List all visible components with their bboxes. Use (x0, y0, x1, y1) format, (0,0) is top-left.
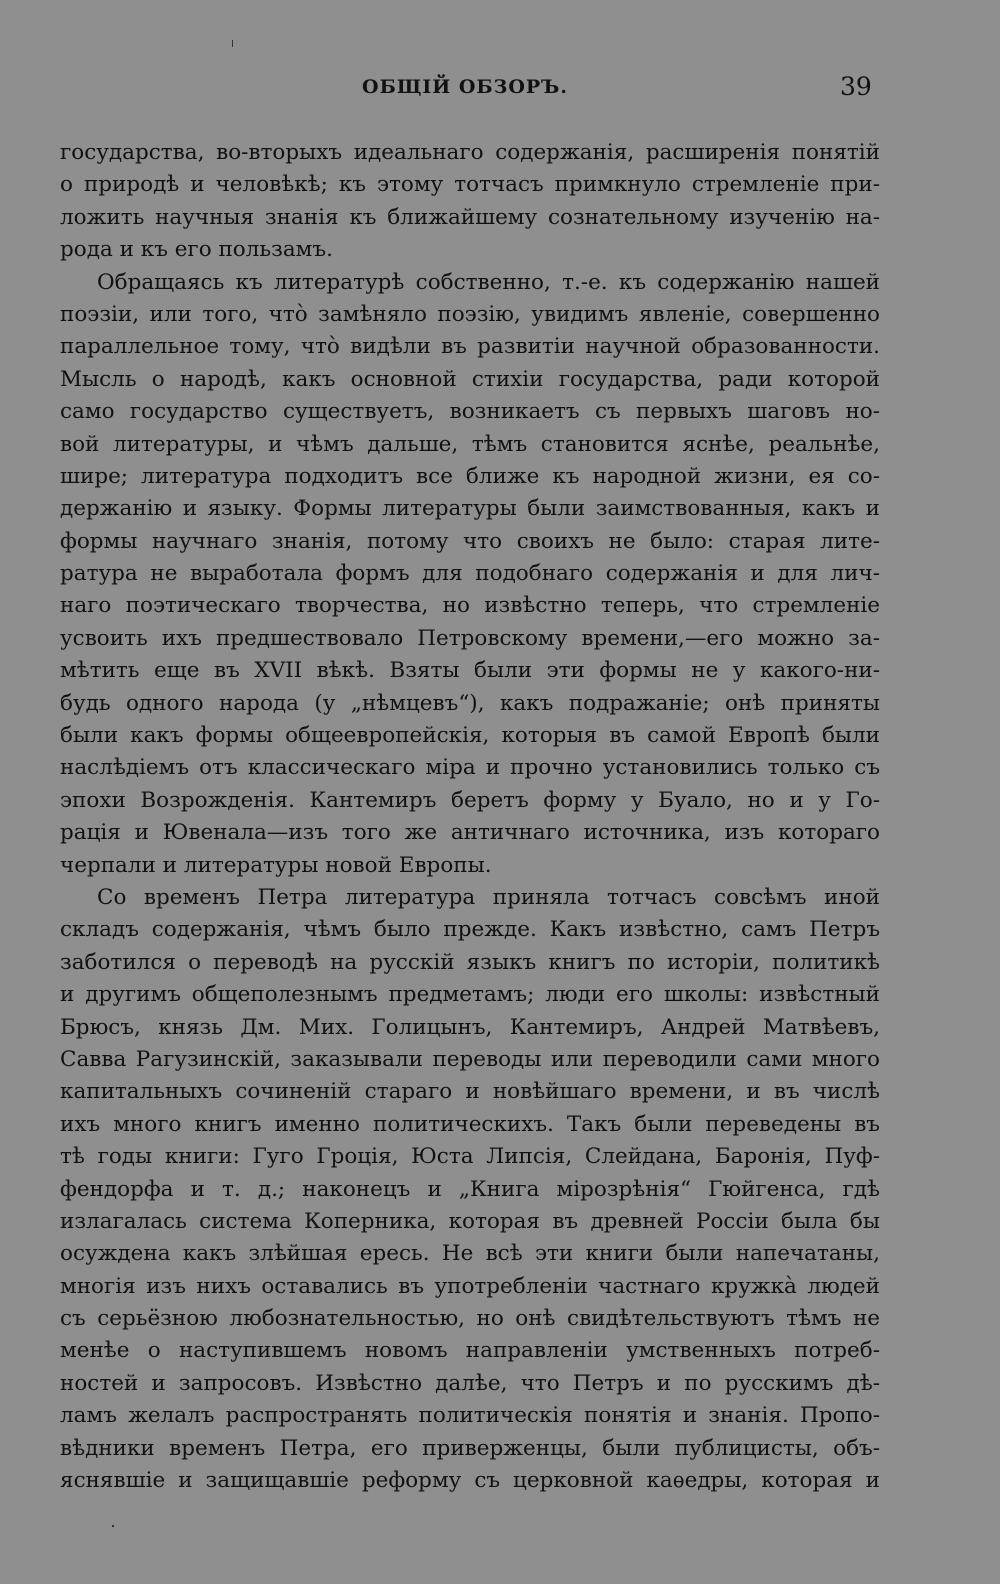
text-line: наслѣдіемъ отъ классическаго міра и прочно установились только съ (60, 755, 880, 781)
text-line: тѣ годы книги: Гуго Гроція, Юста Липсія, Слейдана, Баронія, Пуф- (60, 1144, 880, 1170)
text-line: ностей и запросовъ. Извѣстно далѣе, что Петръ и по русскимъ дѣ- (60, 1370, 880, 1396)
text-line: усвоить ихъ предшествовало Петровскому времени,—его можно за- (60, 625, 880, 651)
text-line: яснявшіе и защищавшіе реформу съ церковной каѳедры, которая и (60, 1468, 880, 1494)
text-line: будь одного народа (у „нѣмцевъ“), какъ подражаніе; онѣ приняты (60, 690, 880, 716)
text-line: о природѣ и человѣкѣ; къ этому тотчасъ примкнуло стремленіе при- (60, 172, 880, 198)
body-text (60, 137, 880, 1497)
text-line: Савва Рагузинскій, заказывали переводы или переводили сами много (60, 1046, 880, 1072)
text-line: осуждена какъ злѣйшая ересь. Не всѣ эти книги были напечатаны, (60, 1241, 880, 1267)
text-line: вѣдники временъ Петра, его приверженцы, были публицисты, объ- (60, 1435, 880, 1461)
text-line: съ серьёзною любознательностью, но онѣ свидѣтельствуютъ тѣмъ не (60, 1306, 880, 1332)
text-line: Брюсъ, князь Дм. Мих. Голицынъ, Кантемиръ, Андрей Матвѣевъ, (60, 1014, 880, 1040)
text-line: шире; литература подходитъ все ближе къ народной жизни, ея со- (60, 463, 880, 489)
text-line: держанію и языку. Формы литературы были заимствованныя, какъ и (60, 496, 880, 522)
text-line: Со временъ Петра литература приняла тотчасъ совсѣмъ иной (97, 884, 880, 910)
text-line: ламъ желалъ распространять политическія понятія и знанія. Пропо- (60, 1403, 880, 1429)
text-line: и другимъ общеполезнымъ предметамъ; люди его школы: извѣстный (60, 982, 880, 1008)
text-line: наго поэтическаго творчества, но извѣстно теперь, что стремленіе (60, 593, 880, 619)
text-line: государства, во-вторыхъ идеальнаго содержанія, расширенія понятій (60, 140, 880, 165)
text-line: заботился о переводѣ на русскій языкъ книгъ по исторіи, политикѣ (60, 949, 880, 975)
text-line: параллельное тому, что̀ видѣли въ развитіи научной образованности. (60, 334, 880, 360)
scan-speck (232, 40, 233, 47)
text-line: менѣе о наступившемъ новомъ направленіи умственныхъ потреб- (60, 1338, 880, 1364)
text-line: складъ содержанія, чѣмъ было прежде. Какъ извѣстно, самъ Петръ (60, 917, 880, 943)
text-line: эпохи Возрожденія. Кантемиръ беретъ форму у Буало, но и у Го- (60, 787, 880, 813)
text-line: Обращаясь къ литературѣ собственно, т.-е. къ содержанію нашей (97, 269, 880, 295)
text-line: ратура не выработала формъ для подобнаго содержанія и для лич- (60, 561, 880, 587)
text-line: рація и Ювенала—изъ того же античнаго источника, изъ котораго (60, 820, 880, 846)
text-line: фендорфа и т. д.; наконецъ и „Книга мірозрѣнія“ Гюйгенса, гдѣ (60, 1176, 880, 1202)
text-line: ложить научныя знанія къ ближайшему сознательному изученію на- (60, 204, 880, 230)
page-number: 39 (840, 72, 872, 101)
text-line: многія изъ нихъ оставались въ употребленіи частнаго кружка̀ людей (60, 1273, 880, 1299)
text-line: формы научнаго знанія, потому что своихъ не было: старая лите- (60, 528, 880, 554)
running-header: ОБЩІЙ ОБЗОРЪ. (362, 76, 568, 98)
text-line: излагалась система Коперника, которая въ древней Россіи была бы (60, 1208, 880, 1234)
scan-speck (112, 1525, 114, 1527)
text-line: вой литературы, и чѣмъ дальше, тѣмъ становится яснѣе, реальнѣе, (60, 431, 880, 457)
text-line: само государство существуетъ, возникаетъ съ первыхъ шаговъ но- (60, 399, 880, 425)
text-line: были какъ формы общеевропейскія, которыя въ самой Европѣ были (60, 723, 880, 749)
text-line: капитальныхъ сочиненій стараго и новѣйшаго времени, и въ числѣ (60, 1079, 880, 1105)
text-line: рода и къ его пользамъ. (60, 237, 333, 263)
text-line: ихъ много книгъ именно политическихъ. Такъ были переведены въ (60, 1111, 880, 1137)
text-line: Мысль о народѣ, какъ основной стихіи государства, ради которой (60, 366, 880, 392)
text-line: черпали и литературы новой Европы. (60, 852, 492, 878)
text-line: поэзіи, или того, что̀ замѣняло поэзію, увидимъ явленіе, совершенно (60, 301, 880, 327)
text-line: мѣтить еще въ XVII вѣкѣ. Взяты были эти формы не у какого-ни- (60, 658, 880, 684)
